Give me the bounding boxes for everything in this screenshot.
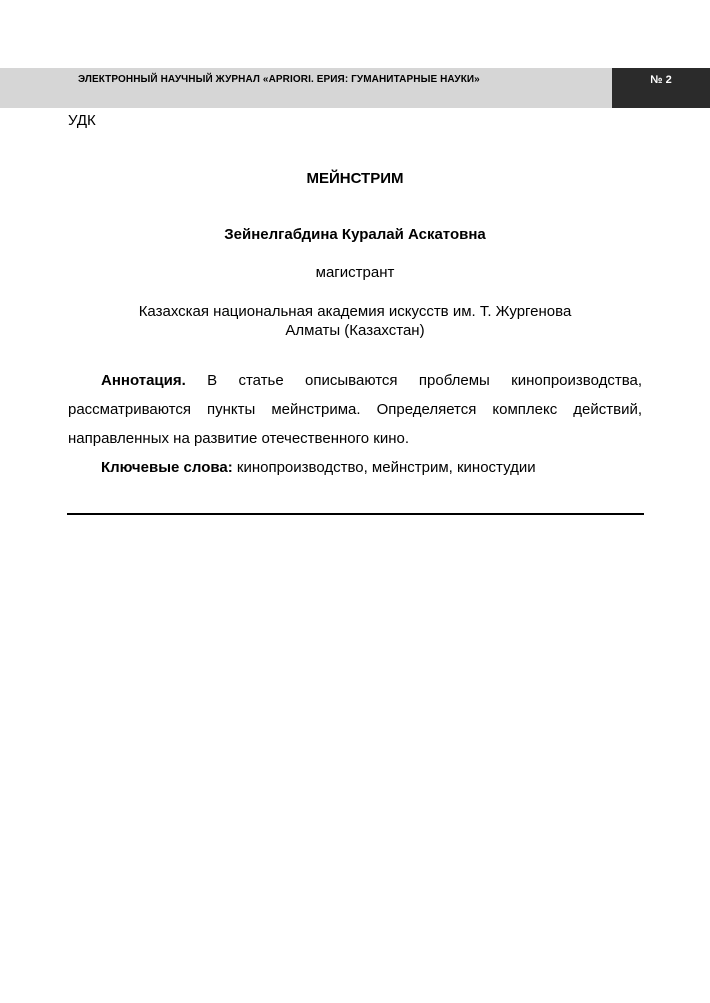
author-degree: магистрант — [315, 264, 395, 281]
author-affiliation — [0, 302, 710, 340]
journal-title: ЭЛЕКТРОННЫЙ НАУЧНЫЙ ЖУРНАЛ «APRIORI. ЕРИЯ: ГУМАНИТАРНЫЕ НАУКИ» — [78, 74, 480, 85]
keywords-label: Ключевые слова: — [101, 459, 233, 476]
abstract-label: Аннотация. — [101, 372, 186, 389]
udk-label: УДК — [68, 112, 96, 129]
affiliation-city: Алматы (Казахстан) — [285, 322, 425, 339]
journal-header-bar — [0, 68, 710, 108]
author-name: Зейнелгабдина Куралай Аскатовна — [224, 226, 486, 243]
abstract-text: В статье описываются проблемы кинопроизводства, рассматриваются пункты мейнстрима. Определяется комплекс действий, направленных на развитие отечественного кино. — [68, 372, 643, 447]
separator-rule — [67, 513, 644, 515]
affiliation-institution: Казахская национальная академия искусств им. Т. Жургенова — [138, 303, 572, 320]
keywords-text: кинопроизводство, мейнстрим, киностудии — [236, 459, 536, 476]
issue-number-badge: № 2 — [612, 68, 710, 108]
keywords-paragraph — [68, 453, 642, 482]
abstract-paragraph — [68, 366, 642, 453]
article-title: МЕЙНСТРИМ — [306, 170, 404, 187]
